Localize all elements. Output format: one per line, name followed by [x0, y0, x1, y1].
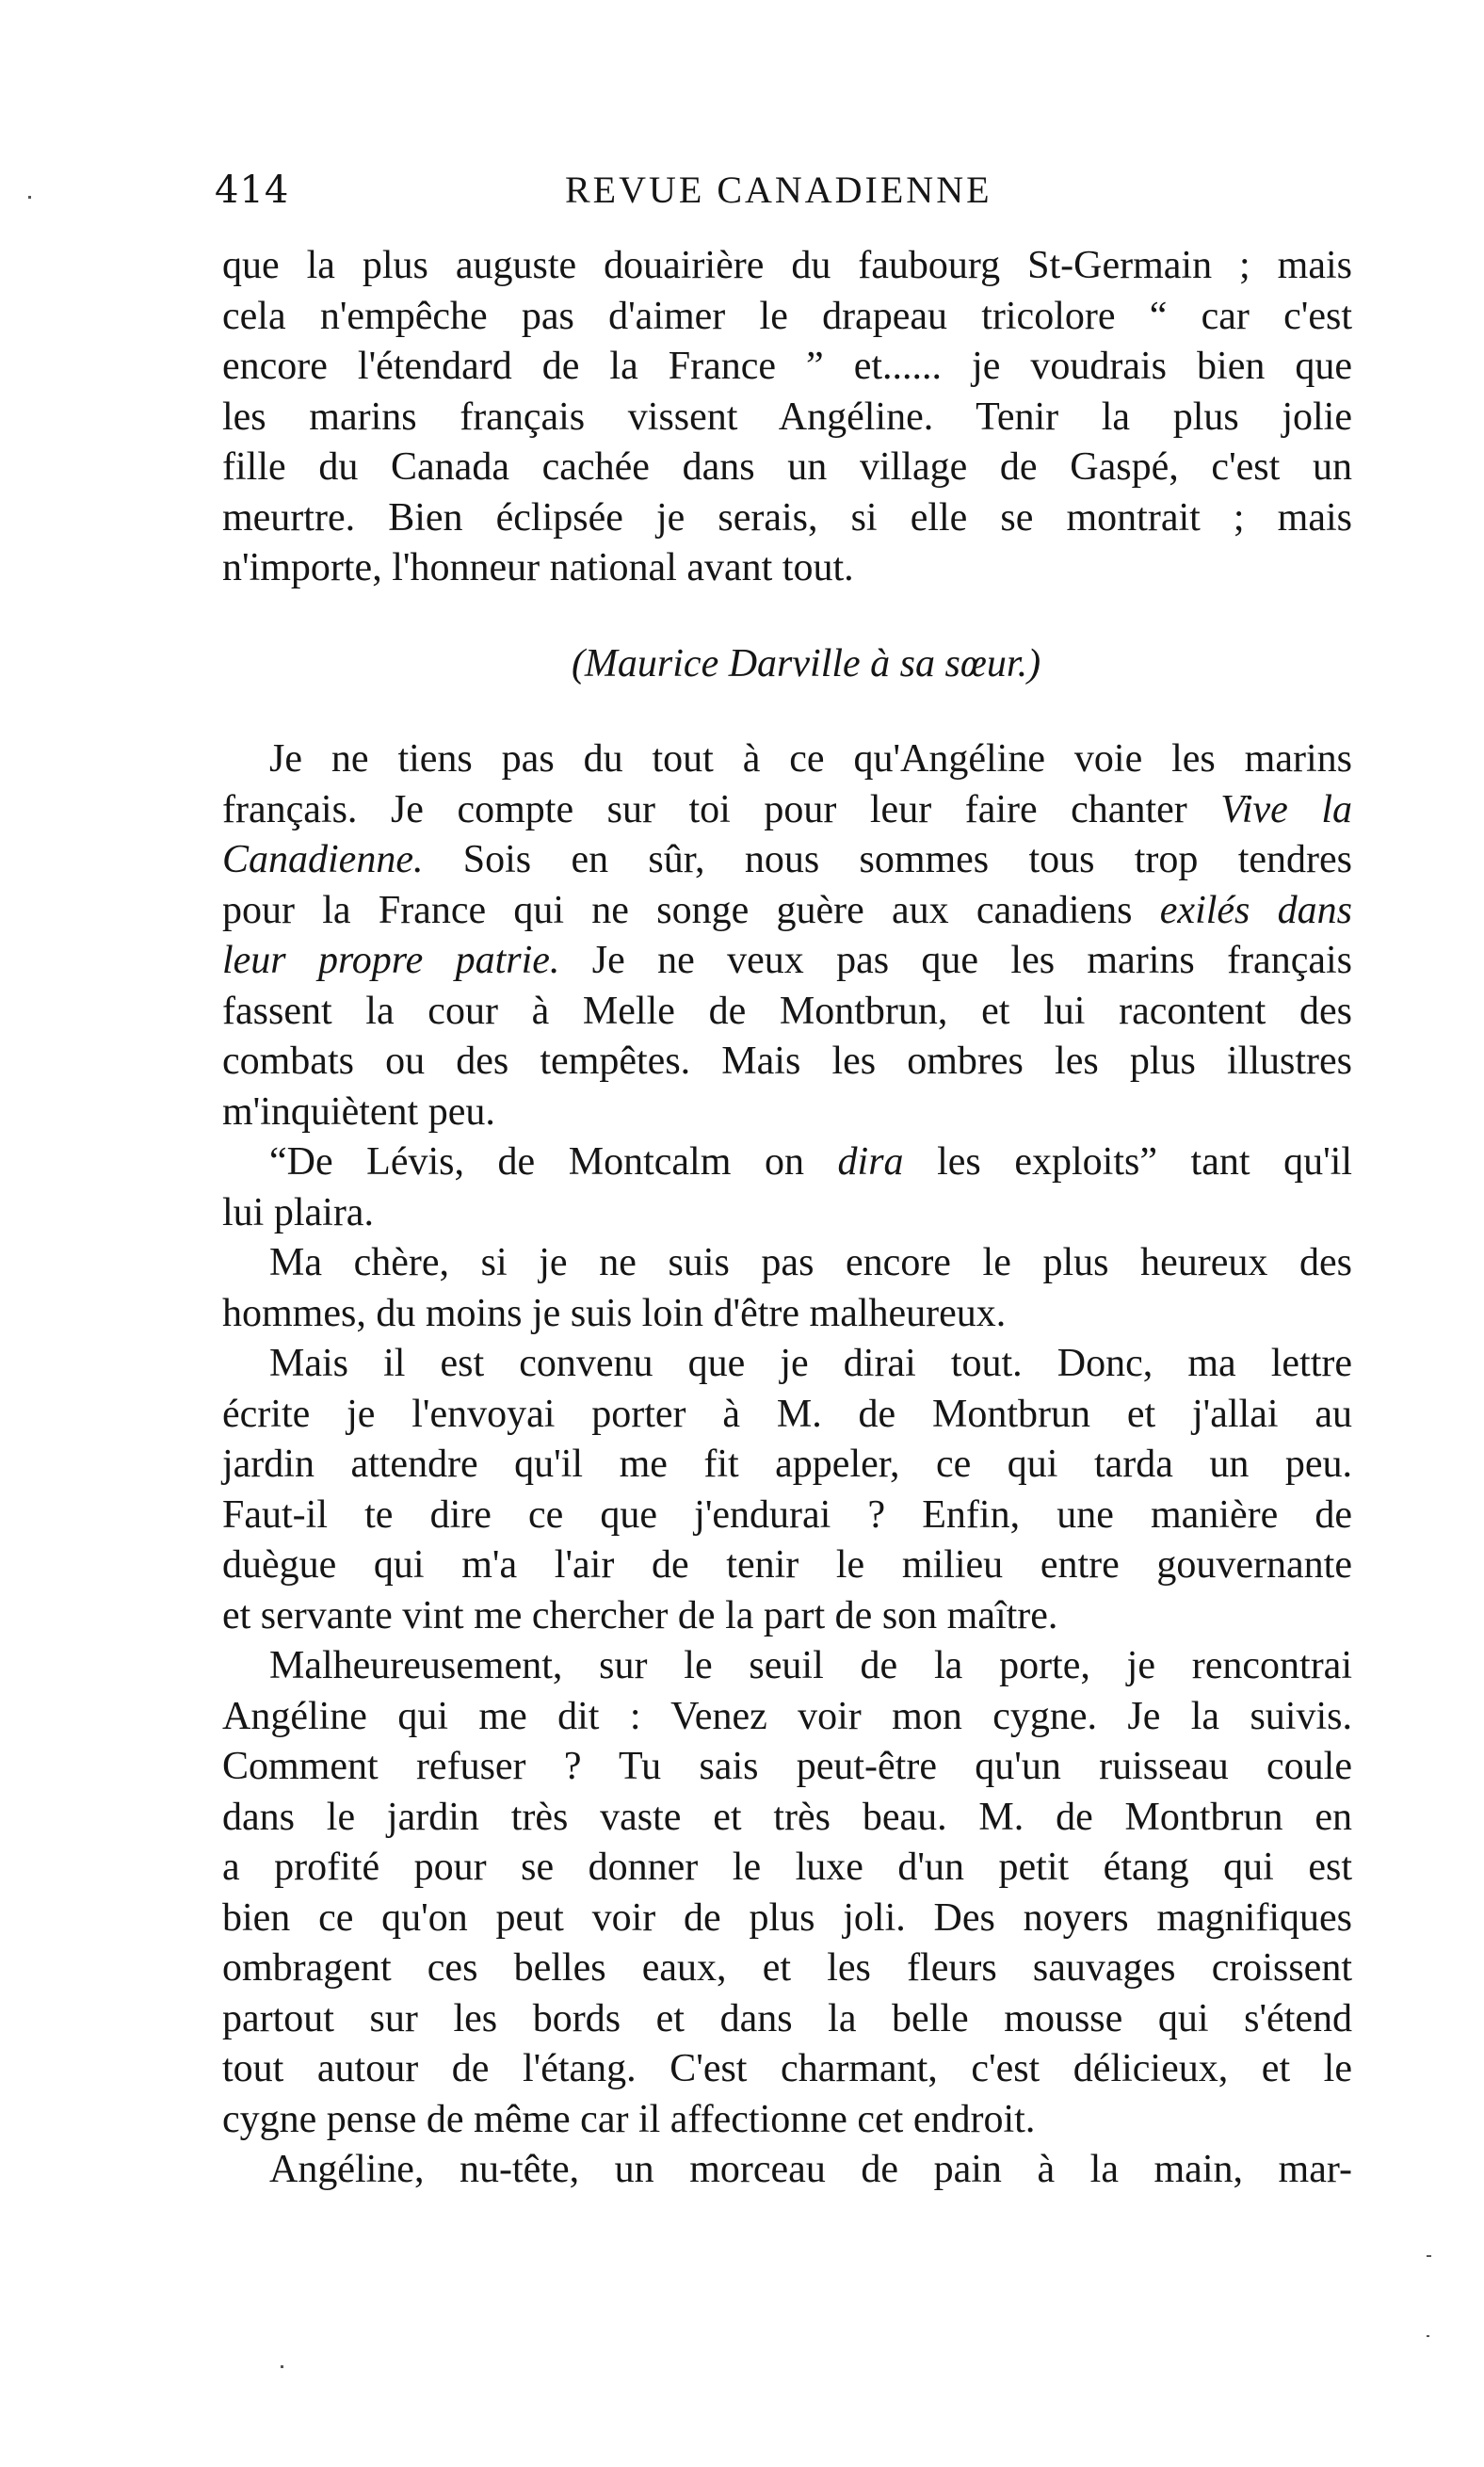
italic-run: Canadienne. — [222, 838, 424, 881]
text-line: hommes, du moins je suis loin d'être malheureux. — [222, 1291, 1007, 1335]
page-header — [0, 162, 1484, 218]
text-line: Mais il est convenu que je dirai tout. Donc, ma lettre — [269, 1342, 1352, 1385]
text-line — [222, 785, 1352, 836]
text-line: Angéline qui me dit : Venez voir mon cygne. Je la suivis. — [222, 1694, 1352, 1738]
scan-mark — [1427, 2335, 1429, 2337]
running-title: REVUE CANADIENNE — [565, 169, 992, 211]
text-line: jardin attendre qu'il me fit appeler, ce qui tarda un peu. — [222, 1443, 1352, 1486]
spacer — [222, 689, 1352, 734]
text-line: ombragent ces belles eaux, et les fleurs sauvages croissent — [222, 1946, 1352, 1990]
text-line: bien ce qu'on peut voir de plus joli. Des noyers magnifiques — [222, 1895, 1352, 1940]
scan-mark — [28, 196, 31, 199]
text-line: fassent la cour à Melle de Montbrun, et lui racontent des — [222, 989, 1352, 1033]
text-line: écrite je l'envoyai porter à M. de Montbrun et j'allai au — [222, 1392, 1352, 1436]
text-line — [222, 936, 1352, 987]
text-line — [222, 835, 1352, 886]
letter-attribution: (Maurice Darville à sa sœur.) — [571, 641, 1041, 685]
italic-run: Vive la — [1220, 787, 1352, 831]
text-run: “De Lévis, de Montcalm on — [269, 1140, 838, 1184]
text-line: Je ne tiens pas du tout à ce qu'Angéline voie les marins — [269, 737, 1352, 781]
text-line: lui plaira. — [222, 1190, 374, 1234]
text-line: les marins français vissent Angéline. Tenir la plus jolie — [222, 395, 1352, 439]
text-line: cygne pense de même car il affectionne cet endroit. — [222, 2097, 1036, 2141]
body-text — [222, 241, 1352, 2196]
text-line: fille du Canada cachée dans un village de Gaspé, c'est un — [222, 445, 1352, 489]
scan-mark — [281, 2365, 283, 2368]
text-line: duègue qui m'a l'air de tenir le milieu entre gouvernante — [222, 1543, 1352, 1587]
text-line: Comment refuser ? Tu sais peut-être qu'un ruisseau coule — [222, 1745, 1352, 1788]
text-line: a profité pour se donner le luxe d'un petit étang qui est — [222, 1846, 1352, 1889]
text-run: Je ne veux pas que les marins français — [559, 939, 1352, 982]
italic-run: leur propre patrie. — [222, 939, 560, 982]
text-run: français. Je compte sur toi pour leur faire chanter — [222, 787, 1221, 831]
page-number: 414 — [215, 169, 290, 212]
text-line — [222, 1137, 1352, 1188]
text-run: pour la France qui ne songe guère aux canadiens — [222, 888, 1160, 932]
text-line: partout sur les bords et dans la belle mousse qui s'étend — [222, 1996, 1352, 2040]
text-line: et servante vint me chercher de la part de son maître. — [222, 1593, 1058, 1637]
text-line: meurtre. Bien éclipsée je serais, si elle se montrait ; mais — [222, 495, 1352, 540]
text-line: encore l'étendard de la France ” et...... je voudrais bien que — [222, 345, 1352, 388]
italic-run: dira — [837, 1140, 904, 1184]
spacer — [222, 594, 1352, 639]
text-run: Sois en sûr, nous sommes tous trop tendres — [423, 838, 1352, 881]
text-line: tout autour de l'étang. C'est charmant, c'est délicieux, et le — [222, 2047, 1352, 2090]
text-line — [222, 886, 1352, 937]
scan-mark — [1427, 2255, 1431, 2257]
text-run: les exploits” tant qu'il — [903, 1140, 1352, 1184]
italic-run: exilés dans — [1159, 888, 1353, 932]
text-line: cela n'empêche pas d'aimer le drapeau tricolore “ car c'est — [222, 294, 1352, 338]
text-line: Faut-il te dire ce que j'endurai ? Enfin, une manière de — [222, 1492, 1352, 1537]
text-line: combats ou des tempêtes. Mais les ombres les plus illustres — [222, 1040, 1352, 1083]
text-line: dans le jardin très vaste et très beau. M. de Montbrun en — [222, 1795, 1352, 1839]
text-line: Malheureusement, sur le seuil de la porte, je rencontrai — [269, 1644, 1352, 1687]
text-line: Ma chère, si je ne suis pas encore le plus heureux des — [269, 1241, 1352, 1284]
text-line: Angéline, nu-tête, un morceau de pain à la main, mar- — [269, 2148, 1352, 2191]
text-line: que la plus auguste douairière du faubourg St-Germain ; mais — [222, 244, 1352, 287]
text-line: n'importe, l'honneur national avant tout. — [222, 546, 854, 589]
text-line: m'inquiètent peu. — [222, 1089, 495, 1134]
